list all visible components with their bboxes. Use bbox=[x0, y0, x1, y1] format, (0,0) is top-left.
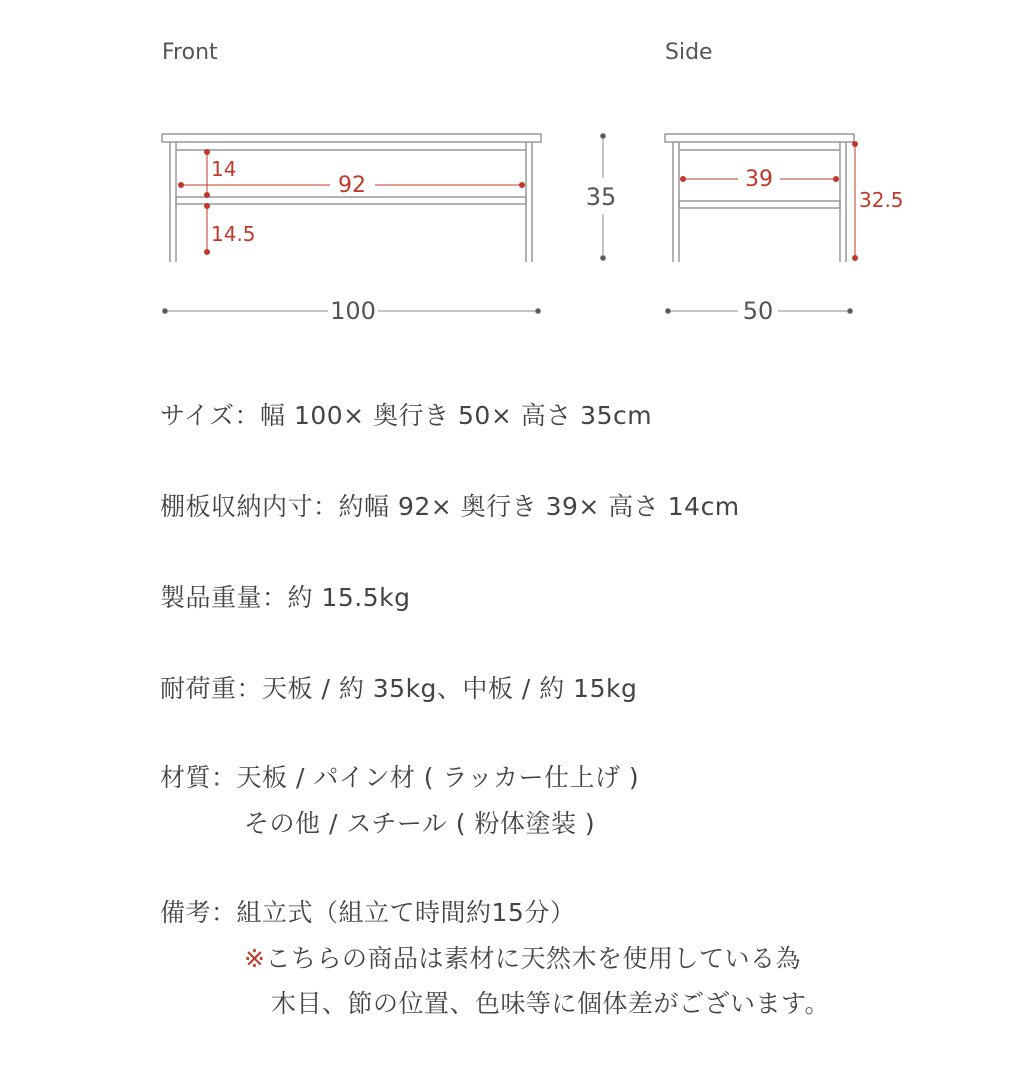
front-inner-width-label: 92 bbox=[338, 173, 366, 198]
spec-material-top: 材質：天板 / パイン材 ( ラッカー仕上げ ) bbox=[160, 763, 640, 792]
front-bottom-gap-label: 14.5 bbox=[211, 222, 256, 246]
side-table-drawing bbox=[665, 134, 854, 262]
spec-note-natural-wood bbox=[244, 939, 801, 975]
side-leg-height-label: 32.5 bbox=[859, 188, 904, 212]
spec-size: サイズ：幅 100× 奥行き 50× 高さ 35cm bbox=[160, 401, 653, 430]
spec-material-other: その他 / スチール ( 粉体塗装 ) bbox=[244, 809, 596, 838]
spec-note-assembly: 備考：組立式（組立て時間約15分） bbox=[160, 898, 576, 927]
front-middle-shelf bbox=[176, 197, 526, 204]
front-view-label: Front bbox=[162, 40, 218, 65]
front-top-gap-label: 14 bbox=[211, 157, 237, 181]
note-asterisk-mark: ※ bbox=[244, 944, 266, 973]
front-tabletop bbox=[162, 134, 541, 142]
side-view-label: Side bbox=[665, 40, 713, 65]
note-natural-wood-text: こちらの商品は素材に天然木を使用している為 bbox=[265, 944, 801, 973]
height-label: 35 bbox=[585, 183, 617, 211]
side-middle-shelf bbox=[679, 201, 840, 208]
spec-weight: 製品重量：約 15.5kg bbox=[160, 583, 411, 612]
spec-shelf-inner: 棚板収納内寸：約幅 92× 奥行き 39× 高さ 14cm bbox=[160, 492, 740, 521]
spec-load: 耐荷重：天板 / 約 35kg、中板 / 約 15kg bbox=[160, 674, 638, 703]
side-tabletop bbox=[665, 134, 854, 142]
front-overall-width-label: 100 bbox=[330, 297, 376, 325]
spec-note-variation: 木目、節の位置、色味等に個体差がございます。 bbox=[271, 989, 831, 1018]
side-overall-depth-label: 50 bbox=[742, 297, 774, 325]
side-inner-depth-label: 39 bbox=[745, 167, 773, 192]
dimension-diagram bbox=[0, 0, 1034, 340]
